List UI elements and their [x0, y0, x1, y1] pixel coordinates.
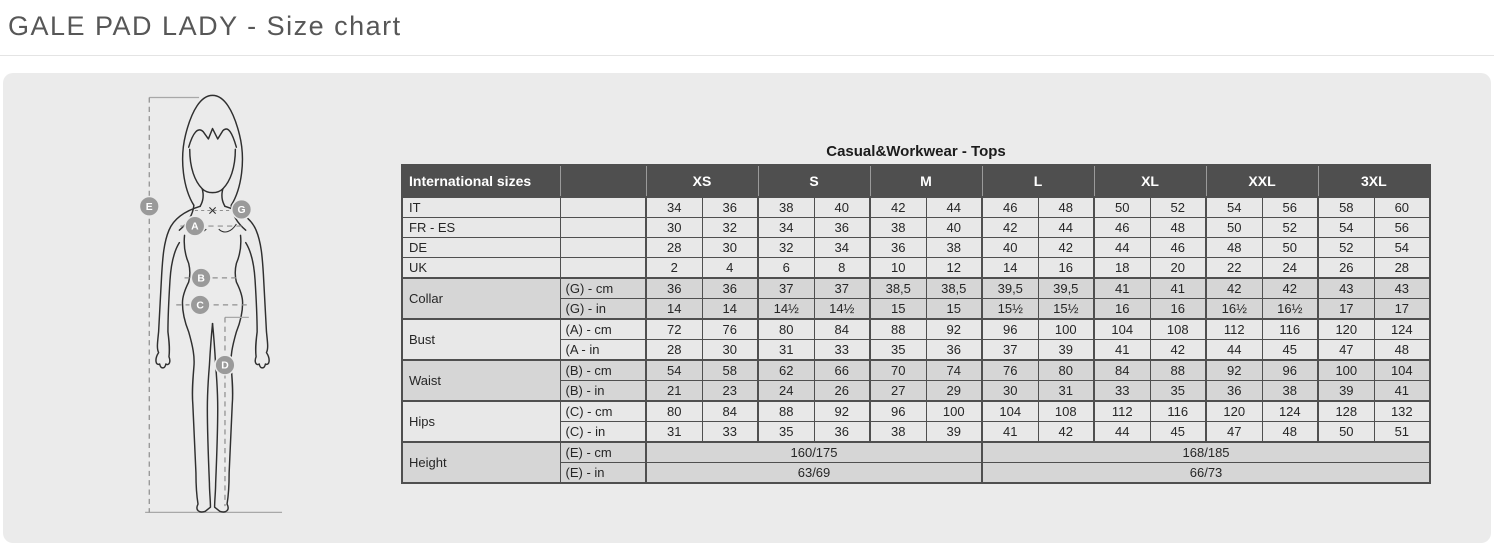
measure-label: Waist [402, 360, 560, 401]
value-cell: 23 [702, 381, 758, 402]
value-cell: 41 [982, 422, 1038, 443]
value-cell: 39 [1318, 381, 1374, 402]
value-cell: 42 [1262, 278, 1318, 299]
value-cell: 31 [1038, 381, 1094, 402]
value-cell: 10 [870, 258, 926, 279]
value-cell: 34 [758, 218, 814, 238]
table-row [402, 442, 1430, 463]
value-cell: 38,5 [926, 278, 982, 299]
badge-collar-G [232, 200, 252, 220]
value-cell: 96 [982, 319, 1038, 340]
value-cell: 100 [1038, 319, 1094, 340]
badge-label-E: E [145, 201, 153, 213]
value-cell: 41 [1374, 381, 1430, 402]
value-cell: 38 [870, 422, 926, 443]
value-cell: 15½ [982, 299, 1038, 320]
value-cell: 42 [1206, 278, 1262, 299]
table-row [402, 197, 1430, 218]
value-cell: 76 [982, 360, 1038, 381]
value-cell: 24 [1262, 258, 1318, 279]
table-row [402, 258, 1430, 279]
value-cell: 51 [1374, 422, 1430, 443]
value-cell: 52 [1150, 197, 1206, 218]
value-cell: 38 [870, 218, 926, 238]
value-cell: 104 [982, 401, 1038, 422]
value-cell: 29 [926, 381, 982, 402]
value-cell: 41 [1094, 278, 1150, 299]
value-cell: 17 [1374, 299, 1430, 320]
unit-cell: (B) - in [560, 381, 646, 402]
body-measurement-figure [133, 85, 318, 536]
value-cell: 30 [702, 340, 758, 361]
table-row [402, 360, 1430, 381]
value-cell: 38 [926, 238, 982, 258]
value-cell: 36 [870, 238, 926, 258]
value-cell: 42 [1150, 340, 1206, 361]
value-cell: 15 [870, 299, 926, 320]
value-cell: 72 [646, 319, 702, 340]
value-cell: 58 [702, 360, 758, 381]
value-cell: 36 [702, 197, 758, 218]
value-cell: 32 [702, 218, 758, 238]
value-cell: 60 [1374, 197, 1430, 218]
unit-cell: (A) - cm [560, 319, 646, 340]
table-head [402, 165, 1430, 197]
value-cell: 31 [758, 340, 814, 361]
value-cell: 112 [1206, 319, 1262, 340]
badge-label-C: C [196, 300, 204, 312]
unit-cell: (E) - in [560, 463, 646, 484]
value-cell: 42 [982, 218, 1038, 238]
value-cell: 47 [1318, 340, 1374, 361]
unit-cell: (C) - cm [560, 401, 646, 422]
badge-label-A: A [191, 221, 199, 233]
value-cell: 50 [1094, 197, 1150, 218]
row-label: IT [402, 197, 560, 218]
value-cell: 48 [1150, 218, 1206, 238]
merged-value-cell: 63/69 [646, 463, 982, 484]
value-cell: 48 [1262, 422, 1318, 443]
value-cell: 120 [1206, 401, 1262, 422]
value-cell: 54 [1374, 238, 1430, 258]
table-row [402, 401, 1430, 422]
value-cell: 26 [1318, 258, 1374, 279]
value-cell: 16 [1038, 258, 1094, 279]
value-cell: 84 [702, 401, 758, 422]
badge-hips-C [190, 295, 210, 315]
value-cell: 35 [758, 422, 814, 443]
value-cell: 14 [702, 299, 758, 320]
value-cell: 36 [1206, 381, 1262, 402]
value-cell: 88 [870, 319, 926, 340]
value-cell: 4 [702, 258, 758, 279]
value-cell: 36 [702, 278, 758, 299]
value-cell: 44 [1094, 238, 1150, 258]
value-cell: 58 [1318, 197, 1374, 218]
value-cell: 47 [1206, 422, 1262, 443]
value-cell: 42 [870, 197, 926, 218]
unit-cell: (A - in [560, 340, 646, 361]
value-cell: 44 [1206, 340, 1262, 361]
value-cell: 28 [1374, 258, 1430, 279]
value-cell: 26 [814, 381, 870, 402]
value-cell: 39 [1038, 340, 1094, 361]
value-cell: 39,5 [1038, 278, 1094, 299]
value-cell: 15 [926, 299, 982, 320]
body-figure-svg [133, 85, 318, 531]
size-chart-panel [3, 73, 1491, 543]
value-cell: 14½ [758, 299, 814, 320]
badge-waist-B [191, 268, 211, 288]
size-group-header-xl: XL [1094, 165, 1206, 197]
table-row [402, 319, 1430, 340]
value-cell: 12 [926, 258, 982, 279]
badge-inseam-D [215, 355, 235, 375]
value-cell: 37 [982, 340, 1038, 361]
size-table-section [401, 143, 1431, 484]
value-cell: 132 [1374, 401, 1430, 422]
value-cell: 38 [758, 197, 814, 218]
value-cell: 80 [758, 319, 814, 340]
value-cell: 43 [1374, 278, 1430, 299]
value-cell: 32 [758, 238, 814, 258]
value-cell: 22 [1206, 258, 1262, 279]
value-cell: 104 [1374, 360, 1430, 381]
value-cell: 124 [1374, 319, 1430, 340]
value-cell: 14 [982, 258, 1038, 279]
value-cell: 38,5 [870, 278, 926, 299]
value-cell: 74 [926, 360, 982, 381]
value-cell: 16 [1150, 299, 1206, 320]
value-cell: 116 [1150, 401, 1206, 422]
table-body [402, 197, 1430, 483]
value-cell: 24 [758, 381, 814, 402]
unit-cell: (G) - in [560, 299, 646, 320]
size-group-header-xxl: XXL [1206, 165, 1318, 197]
value-cell: 46 [1094, 218, 1150, 238]
value-cell: 14½ [814, 299, 870, 320]
value-cell: 42 [1038, 422, 1094, 443]
badge-label-D: D [221, 360, 229, 372]
value-cell: 36 [646, 278, 702, 299]
value-cell: 88 [1150, 360, 1206, 381]
value-cell: 100 [926, 401, 982, 422]
value-cell: 120 [1318, 319, 1374, 340]
value-cell: 36 [814, 422, 870, 443]
unit-cell [560, 258, 646, 279]
badge-height-E [139, 197, 159, 217]
value-cell: 54 [646, 360, 702, 381]
size-group-header-l: L [982, 165, 1094, 197]
value-cell: 16½ [1206, 299, 1262, 320]
value-cell: 92 [814, 401, 870, 422]
badge-label-G: G [237, 205, 246, 217]
value-cell: 48 [1038, 197, 1094, 218]
unit-cell: (G) - cm [560, 278, 646, 299]
value-cell: 92 [1206, 360, 1262, 381]
table-row [402, 278, 1430, 299]
value-cell: 41 [1150, 278, 1206, 299]
value-cell: 80 [646, 401, 702, 422]
value-cell: 6 [758, 258, 814, 279]
value-cell: 108 [1150, 319, 1206, 340]
value-cell: 14 [646, 299, 702, 320]
unit-cell [560, 238, 646, 258]
merged-value-cell: 168/185 [982, 442, 1430, 463]
woman-outline [156, 95, 269, 512]
table-row [402, 218, 1430, 238]
value-cell: 96 [870, 401, 926, 422]
value-cell: 104 [1094, 319, 1150, 340]
unit-cell: (E) - cm [560, 442, 646, 463]
value-cell: 128 [1318, 401, 1374, 422]
value-cell: 108 [1038, 401, 1094, 422]
value-cell: 66 [814, 360, 870, 381]
value-cell: 30 [646, 218, 702, 238]
value-cell: 46 [982, 197, 1038, 218]
merged-value-cell: 160/175 [646, 442, 982, 463]
measure-label: Bust [402, 319, 560, 360]
row-label: DE [402, 238, 560, 258]
value-cell: 33 [702, 422, 758, 443]
value-cell: 112 [1094, 401, 1150, 422]
value-cell: 124 [1262, 401, 1318, 422]
value-cell: 15½ [1038, 299, 1094, 320]
value-cell: 37 [758, 278, 814, 299]
value-cell: 52 [1262, 218, 1318, 238]
value-cell: 50 [1206, 218, 1262, 238]
size-group-header-m: M [870, 165, 982, 197]
value-cell: 100 [1318, 360, 1374, 381]
value-cell: 8 [814, 258, 870, 279]
value-cell: 39,5 [982, 278, 1038, 299]
value-cell: 48 [1206, 238, 1262, 258]
value-cell: 56 [1374, 218, 1430, 238]
value-cell: 84 [814, 319, 870, 340]
corner-header: International sizes [402, 165, 560, 197]
value-cell: 45 [1150, 422, 1206, 443]
value-cell: 52 [1318, 238, 1374, 258]
table-header-row [402, 165, 1430, 197]
unit-cell [560, 218, 646, 238]
value-cell: 34 [814, 238, 870, 258]
value-cell: 76 [702, 319, 758, 340]
value-cell: 16½ [1262, 299, 1318, 320]
value-cell: 88 [758, 401, 814, 422]
value-cell: 18 [1094, 258, 1150, 279]
value-cell: 37 [814, 278, 870, 299]
value-cell: 16 [1094, 299, 1150, 320]
measure-label: Height [402, 442, 560, 483]
value-cell: 50 [1262, 238, 1318, 258]
value-cell: 38 [1262, 381, 1318, 402]
badge-label-B: B [197, 273, 205, 285]
value-cell: 40 [982, 238, 1038, 258]
value-cell: 46 [1150, 238, 1206, 258]
table-row [402, 238, 1430, 258]
value-cell: 44 [1038, 218, 1094, 238]
value-cell: 21 [646, 381, 702, 402]
value-cell: 54 [1206, 197, 1262, 218]
page-header [0, 0, 1494, 56]
size-group-header-s: S [758, 165, 870, 197]
value-cell: 33 [814, 340, 870, 361]
value-cell: 39 [926, 422, 982, 443]
row-label: UK [402, 258, 560, 279]
value-cell: 42 [1038, 238, 1094, 258]
size-group-header-3xl: 3XL [1318, 165, 1430, 197]
size-table [401, 164, 1431, 484]
value-cell: 31 [646, 422, 702, 443]
page-title: GALE PAD LADY - Size chart [8, 11, 402, 41]
merged-value-cell: 66/73 [982, 463, 1430, 484]
value-cell: 54 [1318, 218, 1374, 238]
value-cell: 43 [1318, 278, 1374, 299]
value-cell: 44 [926, 197, 982, 218]
unit-cell: (B) - cm [560, 360, 646, 381]
value-cell: 96 [1262, 360, 1318, 381]
measure-label: Collar [402, 278, 560, 319]
value-cell: 41 [1094, 340, 1150, 361]
value-cell: 50 [1318, 422, 1374, 443]
badge-bust-A [185, 216, 205, 236]
unit-cell [560, 197, 646, 218]
value-cell: 34 [646, 197, 702, 218]
value-cell: 70 [870, 360, 926, 381]
value-cell: 92 [926, 319, 982, 340]
value-cell: 30 [982, 381, 1038, 402]
value-cell: 20 [1150, 258, 1206, 279]
value-cell: 36 [926, 340, 982, 361]
value-cell: 28 [646, 238, 702, 258]
size-group-header-xs: XS [646, 165, 758, 197]
value-cell: 40 [814, 197, 870, 218]
value-cell: 40 [926, 218, 982, 238]
value-cell: 84 [1094, 360, 1150, 381]
table-title: Casual&Workwear - Tops [826, 143, 1006, 160]
measure-label: Hips [402, 401, 560, 442]
value-cell: 62 [758, 360, 814, 381]
value-cell: 33 [1094, 381, 1150, 402]
value-cell: 45 [1262, 340, 1318, 361]
value-cell: 36 [814, 218, 870, 238]
value-cell: 116 [1262, 319, 1318, 340]
value-cell: 80 [1038, 360, 1094, 381]
value-cell: 28 [646, 340, 702, 361]
value-cell: 44 [1094, 422, 1150, 443]
unit-cell: (C) - in [560, 422, 646, 443]
value-cell: 35 [1150, 381, 1206, 402]
value-cell: 2 [646, 258, 702, 279]
value-cell: 48 [1374, 340, 1430, 361]
value-cell: 30 [702, 238, 758, 258]
value-cell: 56 [1262, 197, 1318, 218]
unit-column-header [560, 165, 646, 197]
value-cell: 17 [1318, 299, 1374, 320]
value-cell: 27 [870, 381, 926, 402]
value-cell: 35 [870, 340, 926, 361]
row-label: FR - ES [402, 218, 560, 238]
